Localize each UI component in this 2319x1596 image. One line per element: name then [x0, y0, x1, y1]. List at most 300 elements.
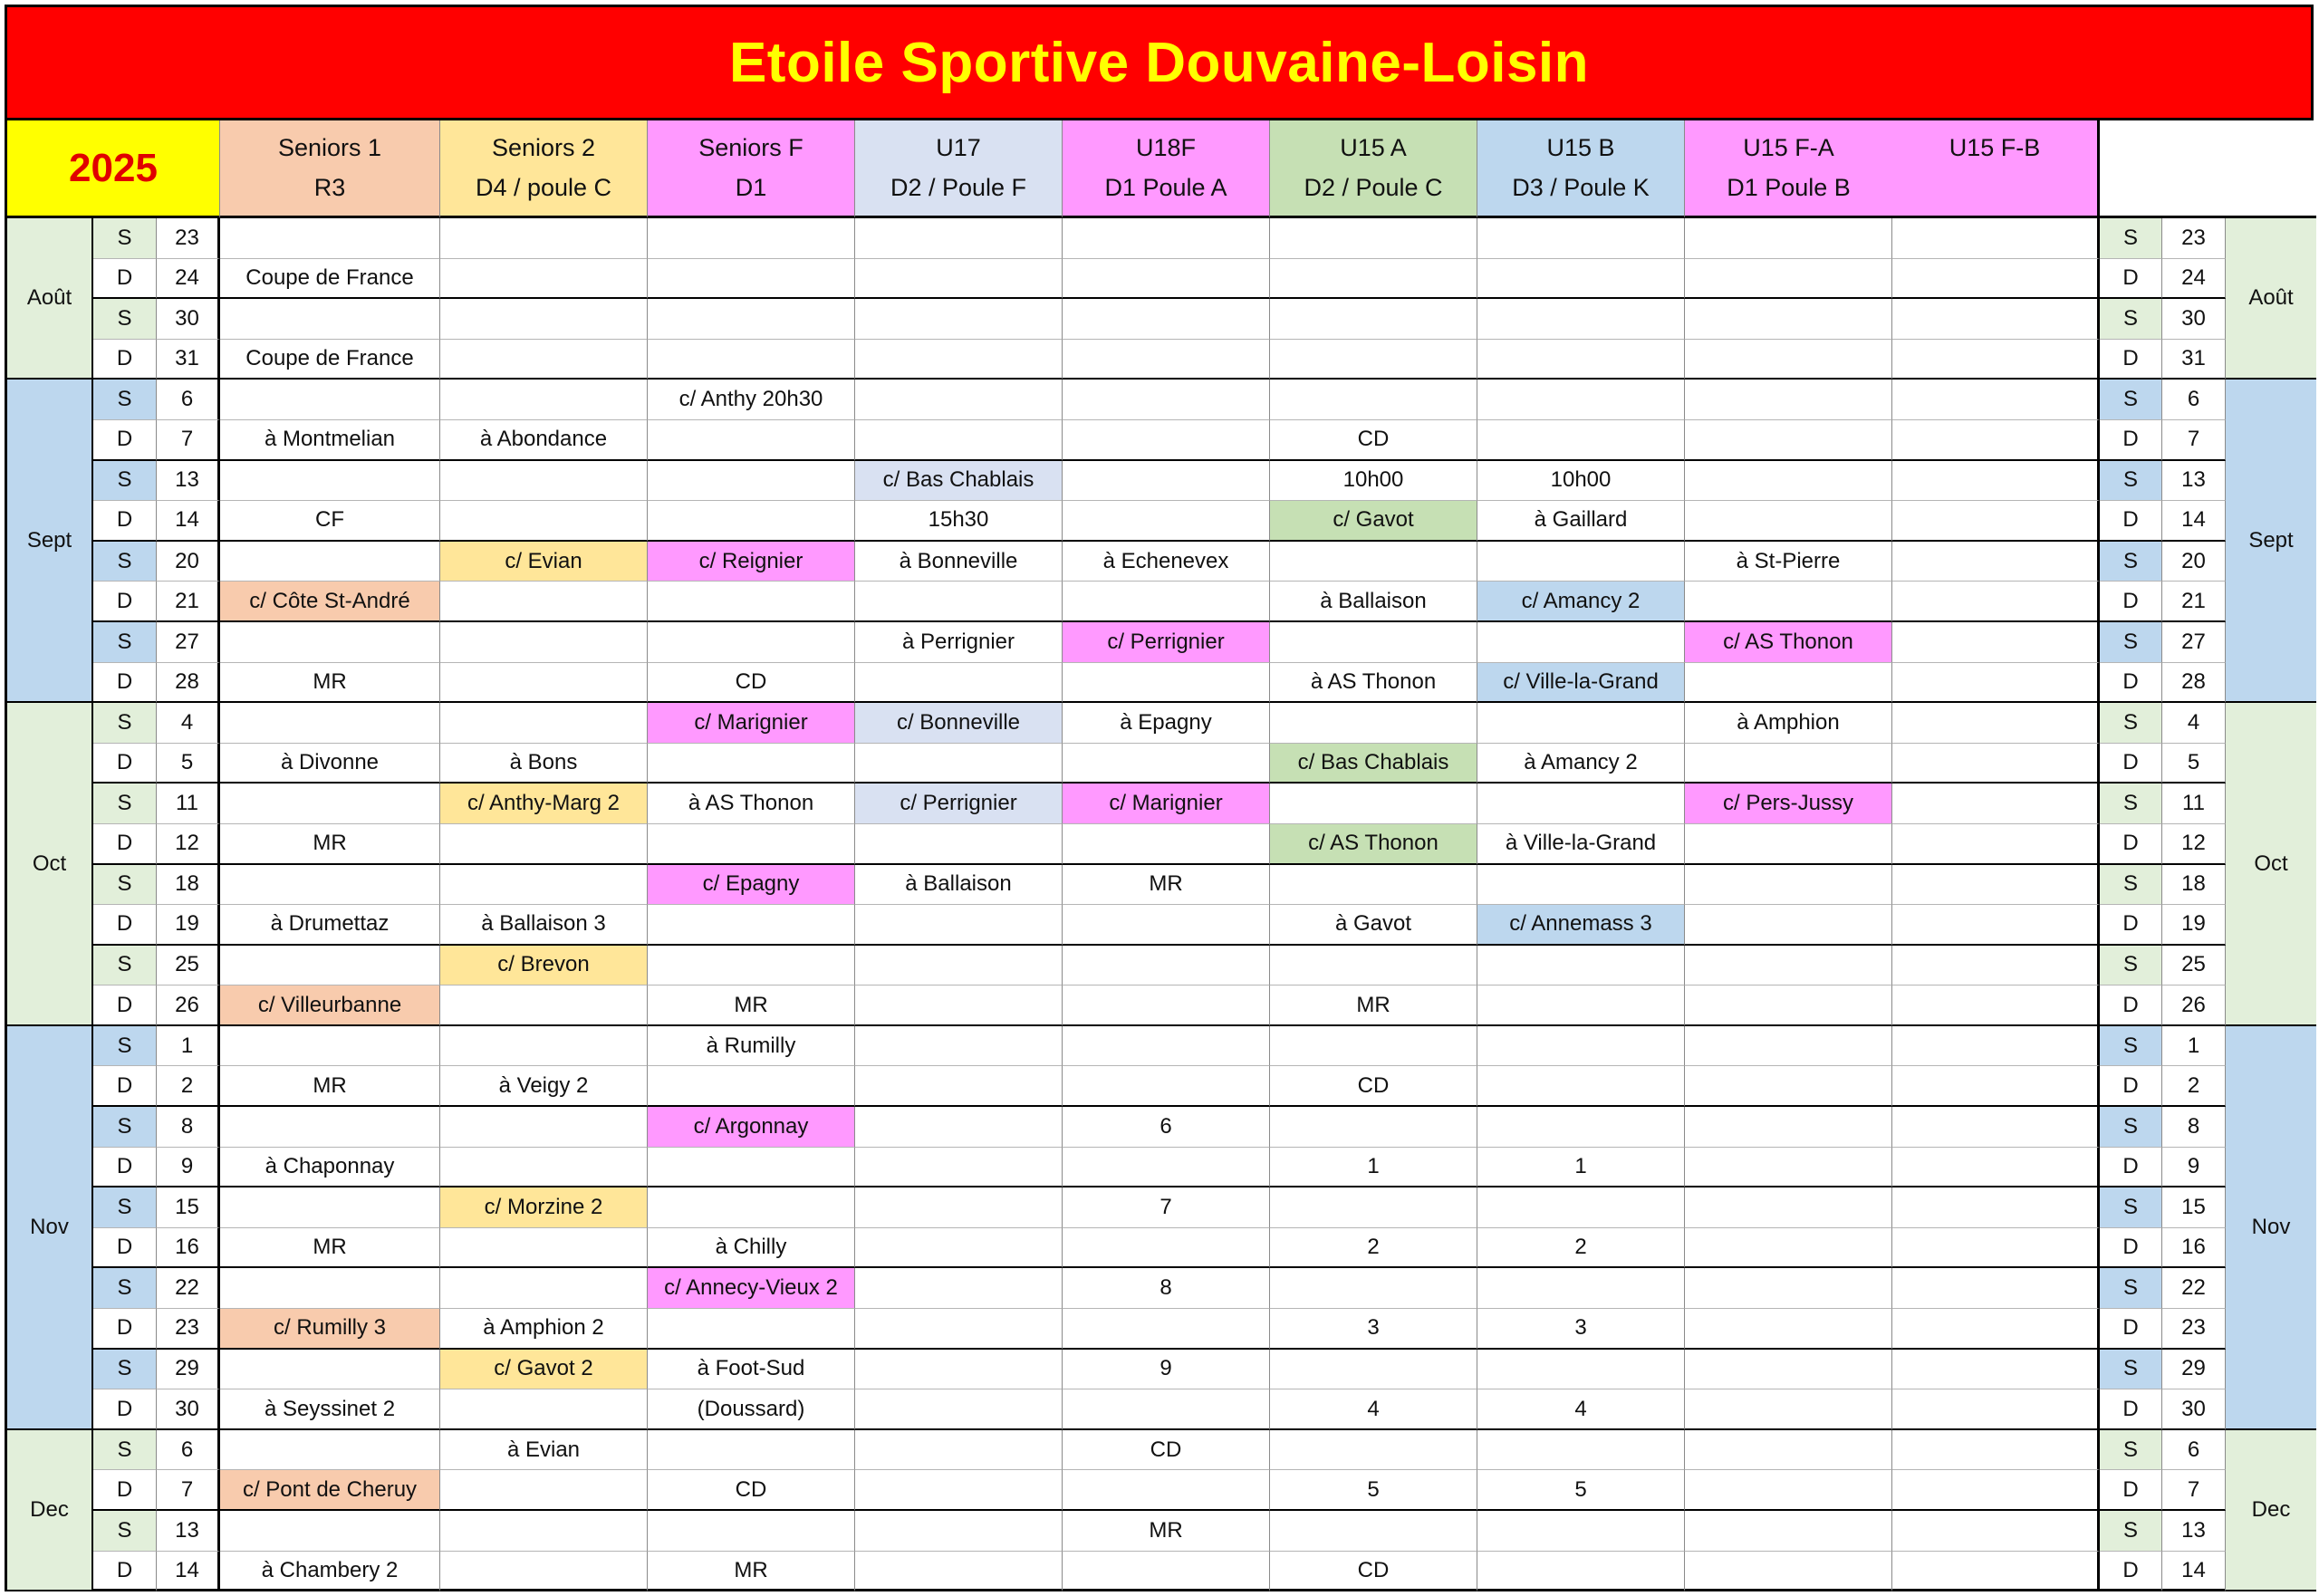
weekday-letter: S [2100, 1350, 2162, 1390]
match-cell [440, 663, 648, 704]
weekday-letter: D [93, 1148, 157, 1188]
weekday-letter: S [93, 622, 157, 663]
match-cell [1685, 905, 1892, 946]
match-cell [648, 1066, 855, 1107]
match-cell [1477, 622, 1685, 663]
weekday-letter: S [2100, 703, 2162, 744]
match-cell [1270, 622, 1477, 663]
match-cell [855, 1187, 1063, 1228]
weekday-letter: S [93, 1511, 157, 1552]
calendar-sheet [5, 5, 2314, 1591]
match-cell: 4 [1477, 1389, 1685, 1430]
match-cell [1685, 1389, 1892, 1430]
match-cell [1892, 1309, 2100, 1350]
match-cell [1063, 744, 1270, 784]
day-number: 12 [2162, 824, 2226, 865]
match-cell [440, 218, 648, 259]
day-number: 1 [157, 1026, 220, 1067]
match-cell [855, 218, 1063, 259]
team-header [855, 120, 1063, 218]
day-number: 6 [157, 380, 220, 420]
weekday-letter: D [2100, 340, 2162, 380]
match-cell: c/ Marignier [648, 703, 855, 744]
match-cell [220, 299, 440, 340]
match-cell: c/ Villeurbanne [220, 985, 440, 1026]
match-cell [1685, 218, 1892, 259]
weekday-letter: D [93, 582, 157, 622]
match-cell: 9 [1063, 1350, 1270, 1390]
match-cell [1063, 1066, 1270, 1107]
weekday-letter: D [93, 1228, 157, 1269]
month-label: Oct [7, 703, 93, 1026]
match-cell: 8 [1063, 1268, 1270, 1309]
match-cell: c/ Argonnay [648, 1107, 855, 1148]
match-cell: c/ Bonneville [855, 703, 1063, 744]
match-cell [440, 1026, 648, 1067]
match-cell [440, 1268, 648, 1309]
day-number: 11 [157, 784, 220, 824]
weekday-letter: D [2100, 259, 2162, 300]
day-number: 8 [2162, 1107, 2226, 1148]
match-cell [1063, 218, 1270, 259]
weekday-letter: S [93, 1187, 157, 1228]
match-cell [1270, 1107, 1477, 1148]
schedule-grid [7, 120, 2316, 1591]
match-cell [1892, 744, 2100, 784]
match-cell [1270, 1511, 1477, 1552]
match-cell: Coupe de France [220, 340, 440, 380]
match-cell: c/ Ville-la-Grand [1477, 663, 1685, 704]
team-division: D3 / Poule K [1512, 174, 1650, 202]
day-number: 13 [157, 461, 220, 502]
weekday-letter: S [93, 542, 157, 582]
weekday-letter: D [2100, 501, 2162, 542]
match-cell [1270, 946, 1477, 986]
weekday-letter: S [2100, 1187, 2162, 1228]
match-cell [855, 582, 1063, 622]
weekday-letter: S [2100, 784, 2162, 824]
match-cell [855, 380, 1063, 420]
match-cell [440, 1552, 648, 1592]
match-cell [1063, 905, 1270, 946]
match-cell [855, 1470, 1063, 1511]
match-cell [855, 1511, 1063, 1552]
match-cell: à Amancy 2 [1477, 744, 1685, 784]
day-number: 18 [2162, 865, 2226, 906]
weekday-letter: D [2100, 663, 2162, 704]
match-cell: MR [220, 824, 440, 865]
match-cell [220, 1187, 440, 1228]
match-cell [648, 420, 855, 461]
match-cell: 3 [1477, 1309, 1685, 1350]
match-cell [855, 744, 1063, 784]
match-cell [1063, 663, 1270, 704]
match-cell: MR [220, 1228, 440, 1269]
match-cell [1892, 985, 2100, 1026]
match-cell: c/ Perrignier [1063, 622, 1270, 663]
match-cell [1477, 1268, 1685, 1309]
match-cell [1270, 1350, 1477, 1390]
match-cell [648, 1430, 855, 1471]
match-cell [220, 1430, 440, 1471]
match-cell: MR [220, 663, 440, 704]
weekday-letter: D [2100, 1389, 2162, 1430]
day-number: 13 [2162, 1511, 2226, 1552]
weekday-letter: S [2100, 380, 2162, 420]
match-cell: 1 [1270, 1148, 1477, 1188]
day-number: 14 [157, 501, 220, 542]
match-cell [1477, 1552, 1685, 1592]
day-number: 14 [157, 1552, 220, 1592]
day-number: 24 [2162, 259, 2226, 300]
day-number: 2 [157, 1066, 220, 1107]
weekday-letter: D [93, 420, 157, 461]
match-cell [1892, 1148, 2100, 1188]
match-cell [1063, 1228, 1270, 1269]
team-division: D1 Poule A [1104, 174, 1227, 202]
match-cell [1477, 420, 1685, 461]
weekday-letter: S [93, 946, 157, 986]
match-cell [1892, 420, 2100, 461]
day-number: 23 [2162, 1309, 2226, 1350]
weekday-letter: S [2100, 946, 2162, 986]
match-cell [1892, 1470, 2100, 1511]
weekday-letter: D [2100, 1148, 2162, 1188]
match-cell [1477, 1430, 1685, 1471]
match-cell: à Amphion [1685, 703, 1892, 744]
match-cell: c/ Gavot 2 [440, 1350, 648, 1390]
match-cell: c/ Rumilly 3 [220, 1309, 440, 1350]
weekday-letter: D [2100, 905, 2162, 946]
match-cell [1270, 299, 1477, 340]
match-cell [1477, 1107, 1685, 1148]
match-cell: CD [648, 1470, 855, 1511]
match-cell: à Gaillard [1477, 501, 1685, 542]
match-cell: à Epagny [1063, 703, 1270, 744]
match-cell [1892, 1350, 2100, 1390]
match-cell [1892, 824, 2100, 865]
match-cell: à Evian [440, 1430, 648, 1471]
match-cell [1892, 1389, 2100, 1430]
match-cell [1685, 946, 1892, 986]
match-cell: à Chaponnay [220, 1148, 440, 1188]
match-cell [855, 259, 1063, 300]
match-cell [1685, 1187, 1892, 1228]
match-cell: 5 [1477, 1470, 1685, 1511]
match-cell: à AS Thonon [1270, 663, 1477, 704]
match-cell [648, 259, 855, 300]
match-cell: 2 [1477, 1228, 1685, 1269]
match-cell: c/ Brevon [440, 946, 648, 986]
match-cell [1892, 1026, 2100, 1067]
weekday-letter: S [93, 461, 157, 502]
match-cell: à Foot-Sud [648, 1350, 855, 1390]
match-cell [220, 1350, 440, 1390]
match-cell: à Seyssinet 2 [220, 1389, 440, 1430]
match-cell: c/ Perrignier [855, 784, 1063, 824]
match-cell [648, 1309, 855, 1350]
match-cell [1685, 501, 1892, 542]
day-number: 28 [157, 663, 220, 704]
match-cell [1477, 340, 1685, 380]
day-number: 27 [157, 622, 220, 663]
match-cell: à Echenevex [1063, 542, 1270, 582]
match-cell [220, 461, 440, 502]
match-cell: à Ballaison [855, 865, 1063, 906]
weekday-letter: S [2100, 218, 2162, 259]
match-cell [1685, 1470, 1892, 1511]
match-cell: à Gavot [1270, 905, 1477, 946]
day-number: 16 [157, 1228, 220, 1269]
match-cell [1063, 420, 1270, 461]
match-cell [855, 340, 1063, 380]
weekday-letter: S [2100, 622, 2162, 663]
day-number: 28 [2162, 663, 2226, 704]
match-cell [1063, 299, 1270, 340]
team-division: D1 [735, 174, 767, 202]
match-cell: 10h00 [1477, 461, 1685, 502]
weekday-letter: D [93, 259, 157, 300]
match-cell [1063, 1309, 1270, 1350]
match-cell [1685, 380, 1892, 420]
team-name: Seniors F [698, 133, 803, 161]
team-division [1991, 174, 1998, 202]
match-cell: c/ Amancy 2 [1477, 582, 1685, 622]
team-name: U15 A [1340, 133, 1407, 161]
match-cell: c/ Morzine 2 [440, 1187, 648, 1228]
day-number: 14 [2162, 501, 2226, 542]
match-cell [855, 1350, 1063, 1390]
match-cell [1685, 1552, 1892, 1592]
match-cell: 6 [1063, 1107, 1270, 1148]
weekday-letter: D [93, 501, 157, 542]
match-cell [855, 299, 1063, 340]
match-cell [220, 542, 440, 582]
match-cell [440, 1148, 648, 1188]
match-cell [440, 461, 648, 502]
weekday-letter: S [2100, 865, 2162, 906]
match-cell [1063, 582, 1270, 622]
match-cell [1477, 218, 1685, 259]
day-number: 23 [2162, 218, 2226, 259]
month-label: Dec [7, 1430, 93, 1591]
weekday-letter: D [2100, 1552, 2162, 1592]
match-cell [1270, 542, 1477, 582]
match-cell: à Montmelian [220, 420, 440, 461]
match-cell [1892, 259, 2100, 300]
match-cell [440, 299, 648, 340]
match-cell [1063, 340, 1270, 380]
day-number: 14 [2162, 1552, 2226, 1592]
match-cell: c/ Pont de Cheruy [220, 1470, 440, 1511]
day-number: 13 [157, 1511, 220, 1552]
match-cell: 2 [1270, 1228, 1477, 1269]
match-cell: MR [1063, 1511, 1270, 1552]
match-cell [1892, 218, 2100, 259]
match-cell [1477, 299, 1685, 340]
day-number: 2 [2162, 1066, 2226, 1107]
team-header [648, 120, 855, 218]
day-number: 6 [2162, 1430, 2226, 1471]
match-cell [855, 1309, 1063, 1350]
weekday-letter: D [2100, 1309, 2162, 1350]
match-cell [1063, 259, 1270, 300]
day-number: 30 [2162, 1389, 2226, 1430]
match-cell [1892, 663, 2100, 704]
weekday-letter: D [2100, 420, 2162, 461]
match-cell: MR [648, 985, 855, 1026]
weekday-letter: S [93, 784, 157, 824]
match-cell: 3 [1270, 1309, 1477, 1350]
day-number: 23 [157, 1309, 220, 1350]
day-number: 15 [157, 1187, 220, 1228]
match-cell [855, 1389, 1063, 1430]
day-number: 20 [157, 542, 220, 582]
year-label: 2025 [7, 120, 220, 218]
match-cell: à Veigy 2 [440, 1066, 648, 1107]
day-number: 21 [157, 582, 220, 622]
match-cell: c/ Annemass 3 [1477, 905, 1685, 946]
match-cell: 7 [1063, 1187, 1270, 1228]
match-cell [1892, 703, 2100, 744]
match-cell [855, 1148, 1063, 1188]
team-division: D2 / Poule C [1304, 174, 1443, 202]
match-cell [1892, 1187, 2100, 1228]
day-number: 24 [157, 259, 220, 300]
match-cell [1685, 744, 1892, 784]
team-division: D2 / Poule F [890, 174, 1027, 202]
match-cell [440, 1107, 648, 1148]
match-cell [648, 218, 855, 259]
match-cell [440, 340, 648, 380]
team-name: Seniors 2 [491, 133, 596, 161]
match-cell: 5 [1270, 1470, 1477, 1511]
match-cell [1063, 461, 1270, 502]
team-name: U15 B [1546, 133, 1615, 161]
match-cell: à AS Thonon [648, 784, 855, 824]
weekday-letter: S [2100, 1107, 2162, 1148]
match-cell [1063, 1148, 1270, 1188]
match-cell [1892, 865, 2100, 906]
match-cell [1270, 380, 1477, 420]
match-cell [220, 784, 440, 824]
match-cell [1892, 542, 2100, 582]
team-header [440, 120, 648, 218]
weekday-letter: D [93, 985, 157, 1026]
match-cell [1270, 703, 1477, 744]
match-cell [1892, 501, 2100, 542]
day-number: 18 [157, 865, 220, 906]
weekday-letter: S [93, 865, 157, 906]
match-cell [1063, 985, 1270, 1026]
day-number: 25 [2162, 946, 2226, 986]
match-cell: à Chambery 2 [220, 1552, 440, 1592]
match-cell [1477, 1511, 1685, 1552]
match-cell [648, 622, 855, 663]
match-cell: CD [1270, 420, 1477, 461]
match-cell [648, 946, 855, 986]
match-cell [1270, 259, 1477, 300]
match-cell [855, 824, 1063, 865]
match-cell [855, 1430, 1063, 1471]
match-cell [1063, 1389, 1270, 1430]
match-cell [1892, 299, 2100, 340]
match-cell [220, 218, 440, 259]
day-number: 11 [2162, 784, 2226, 824]
match-cell [220, 946, 440, 986]
day-number: 30 [157, 299, 220, 340]
match-cell [1477, 380, 1685, 420]
day-number: 8 [157, 1107, 220, 1148]
match-cell [1892, 1107, 2100, 1148]
match-cell: à Bons [440, 744, 648, 784]
match-cell [1685, 1066, 1892, 1107]
weekday-letter: D [2100, 1066, 2162, 1107]
match-cell [220, 1107, 440, 1148]
match-cell: à Divonne [220, 744, 440, 784]
match-cell [855, 946, 1063, 986]
match-cell [1270, 1430, 1477, 1471]
team-name: U15 F-B [1949, 133, 2041, 161]
match-cell [1063, 946, 1270, 986]
weekday-letter: D [2100, 824, 2162, 865]
match-cell [855, 985, 1063, 1026]
match-cell [1270, 1268, 1477, 1309]
day-number: 21 [2162, 582, 2226, 622]
match-cell [220, 1511, 440, 1552]
match-cell [1685, 461, 1892, 502]
match-cell [1892, 1066, 2100, 1107]
match-cell [1477, 1066, 1685, 1107]
match-cell [1063, 824, 1270, 865]
match-cell [1270, 340, 1477, 380]
match-cell [1685, 1026, 1892, 1067]
match-cell: 10h00 [1270, 461, 1477, 502]
match-cell [855, 905, 1063, 946]
weekday-letter: S [2100, 542, 2162, 582]
match-cell: à Ville-la-Grand [1477, 824, 1685, 865]
weekday-letter: S [93, 703, 157, 744]
team-name: Seniors 1 [277, 133, 382, 161]
day-number: 12 [157, 824, 220, 865]
match-cell: à Rumilly [648, 1026, 855, 1067]
weekday-letter: D [2100, 582, 2162, 622]
match-cell: MR [1270, 985, 1477, 1026]
match-cell: c/ Bas Chablais [855, 461, 1063, 502]
team-header [1892, 120, 2100, 218]
weekday-letter: S [2100, 461, 2162, 502]
match-cell: CD [1063, 1430, 1270, 1471]
day-number: 25 [157, 946, 220, 986]
weekday-letter: S [93, 218, 157, 259]
match-cell [1892, 340, 2100, 380]
match-cell [440, 703, 648, 744]
match-cell [220, 703, 440, 744]
match-cell [855, 420, 1063, 461]
weekday-letter: D [2100, 744, 2162, 784]
match-cell: CD [648, 663, 855, 704]
match-cell [1270, 865, 1477, 906]
match-cell [648, 824, 855, 865]
day-number: 4 [2162, 703, 2226, 744]
team-name: U18F [1135, 133, 1197, 161]
match-cell: c/ Marignier [1063, 784, 1270, 824]
match-cell: c/ Anthy-Marg 2 [440, 784, 648, 824]
weekday-letter: D [93, 1066, 157, 1107]
month-label: Août [2226, 218, 2316, 380]
weekday-letter: S [93, 380, 157, 420]
match-cell: c/ Annecy-Vieux 2 [648, 1268, 855, 1309]
